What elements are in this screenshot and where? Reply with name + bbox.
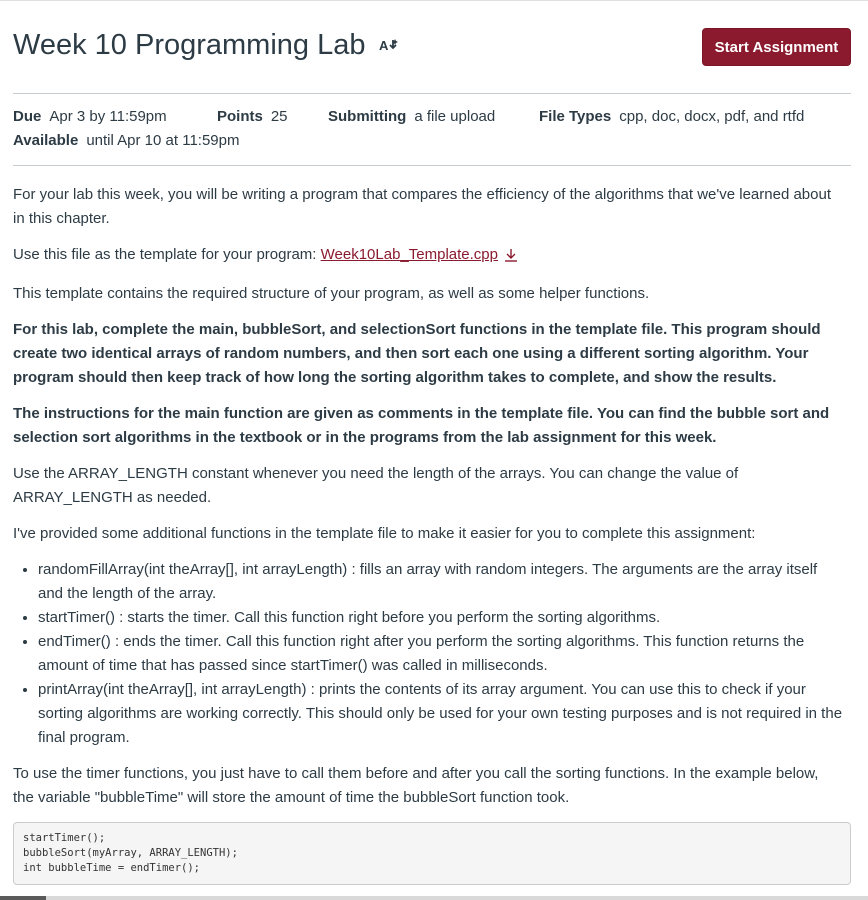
template-file-link[interactable]: Week10Lab_Template.cpp (320, 246, 498, 263)
timer-paragraph: To use the timer functions, you just have to call them before and after you call the sorting functions. In the example below, the variable "bubbleTime" will store the amount of time the bubbleSort function took. (13, 765, 819, 806)
header-divider (13, 93, 851, 94)
helper-functions-list (13, 558, 843, 750)
list-item: • printArray(int theArray[], int arrayLength) : prints the contents of its array argument. You can use this to check if your sorting algorithms are working correctly. This should only be used for your own testing purposes and is not required in the final program. (38, 678, 843, 750)
page-title: Week 10 Programming Lab (13, 29, 366, 61)
submitting-value: a file upload (414, 108, 496, 125)
structure-paragraph: This template contains the required structure of your program, as well as some helper functions. (13, 285, 650, 302)
assignment-description (13, 183, 843, 885)
template-prefix: Use this file as the template for your program: (13, 246, 321, 263)
svg-text:A: A (379, 38, 389, 52)
list-item: • randomFillArray(int theArray[], int arrayLength) : fills an array with random integers. The arguments are the array itself and the length of the array. (38, 558, 843, 606)
file-types-label: File Types (539, 108, 612, 125)
task-paragraph: For this lab, complete the main, bubbleSort, and selectionSort functions in the template file. This program should create two identical arrays of random numbers, and then sort each one using a different sorting algorithm. Your program should then keep track of how long the sorting algorithm takes to complete, and show the results. (13, 321, 821, 386)
points-value: 25 (270, 108, 288, 125)
constant-paragraph: Use the ARRAY_LENGTH constant whenever you need the length of the arrays. You can change the value of ARRAY_LENGTH as needed. (13, 465, 739, 506)
helpers-intro-paragraph: I've provided some additional functions in the template file to make it easier for you to complete this assignment: (13, 525, 756, 542)
code-example: startTimer(); bubbleSort(myArray, ARRAY_LENGTH); int bubbleTime = endTimer(); (13, 822, 851, 885)
top-divider (0, 0, 868, 1)
details-row-1 (13, 105, 851, 129)
due-value: Apr 3 by 11:59pm (49, 108, 167, 125)
due-label: Due (13, 108, 42, 125)
list-item: • endTimer() : ends the timer. Call this function right after you perform the sorting algorithms. This function returns the amount of time that has passed since startTimer() was called in milliseconds. (38, 630, 843, 678)
download-icon[interactable] (504, 246, 518, 270)
bottom-scrollbar[interactable] (0, 896, 868, 900)
submitting-label: Submitting (328, 108, 407, 125)
assignment-header (13, 24, 851, 70)
submitting-detail (328, 105, 539, 129)
list-item: • startTimer() : starts the timer. Call this function right before you perform the sorting algorithms. (38, 606, 843, 630)
points-detail (217, 105, 328, 129)
details-divider (13, 165, 851, 166)
instructions-paragraph: The instructions for the main function are given as comments in the template file. You can find the bubble sort and selection sort algorithms in the textbook or in the programs from the lab assignment for this week. (13, 405, 830, 446)
file-types-value: cpp, doc, docx, pdf, and rtfd (619, 108, 805, 125)
available-detail (13, 129, 239, 153)
due-detail (13, 105, 217, 129)
details-row-2 (13, 129, 851, 153)
start-assignment-button[interactable]: Start Assignment (702, 28, 851, 66)
intro-paragraph: For your lab this week, you will be writing a program that compares the efficiency of the algorithms that we've learned about in this chapter. (13, 186, 831, 227)
available-label: Available (13, 132, 79, 149)
file-types-detail (539, 105, 804, 129)
points-label: Points (217, 108, 263, 125)
available-value: until Apr 10 at 11:59pm (86, 132, 240, 149)
immersive-reader-icon[interactable] (379, 26, 399, 64)
template-paragraph (13, 243, 843, 270)
title-wrap (13, 26, 399, 64)
assignment-details (13, 105, 851, 153)
